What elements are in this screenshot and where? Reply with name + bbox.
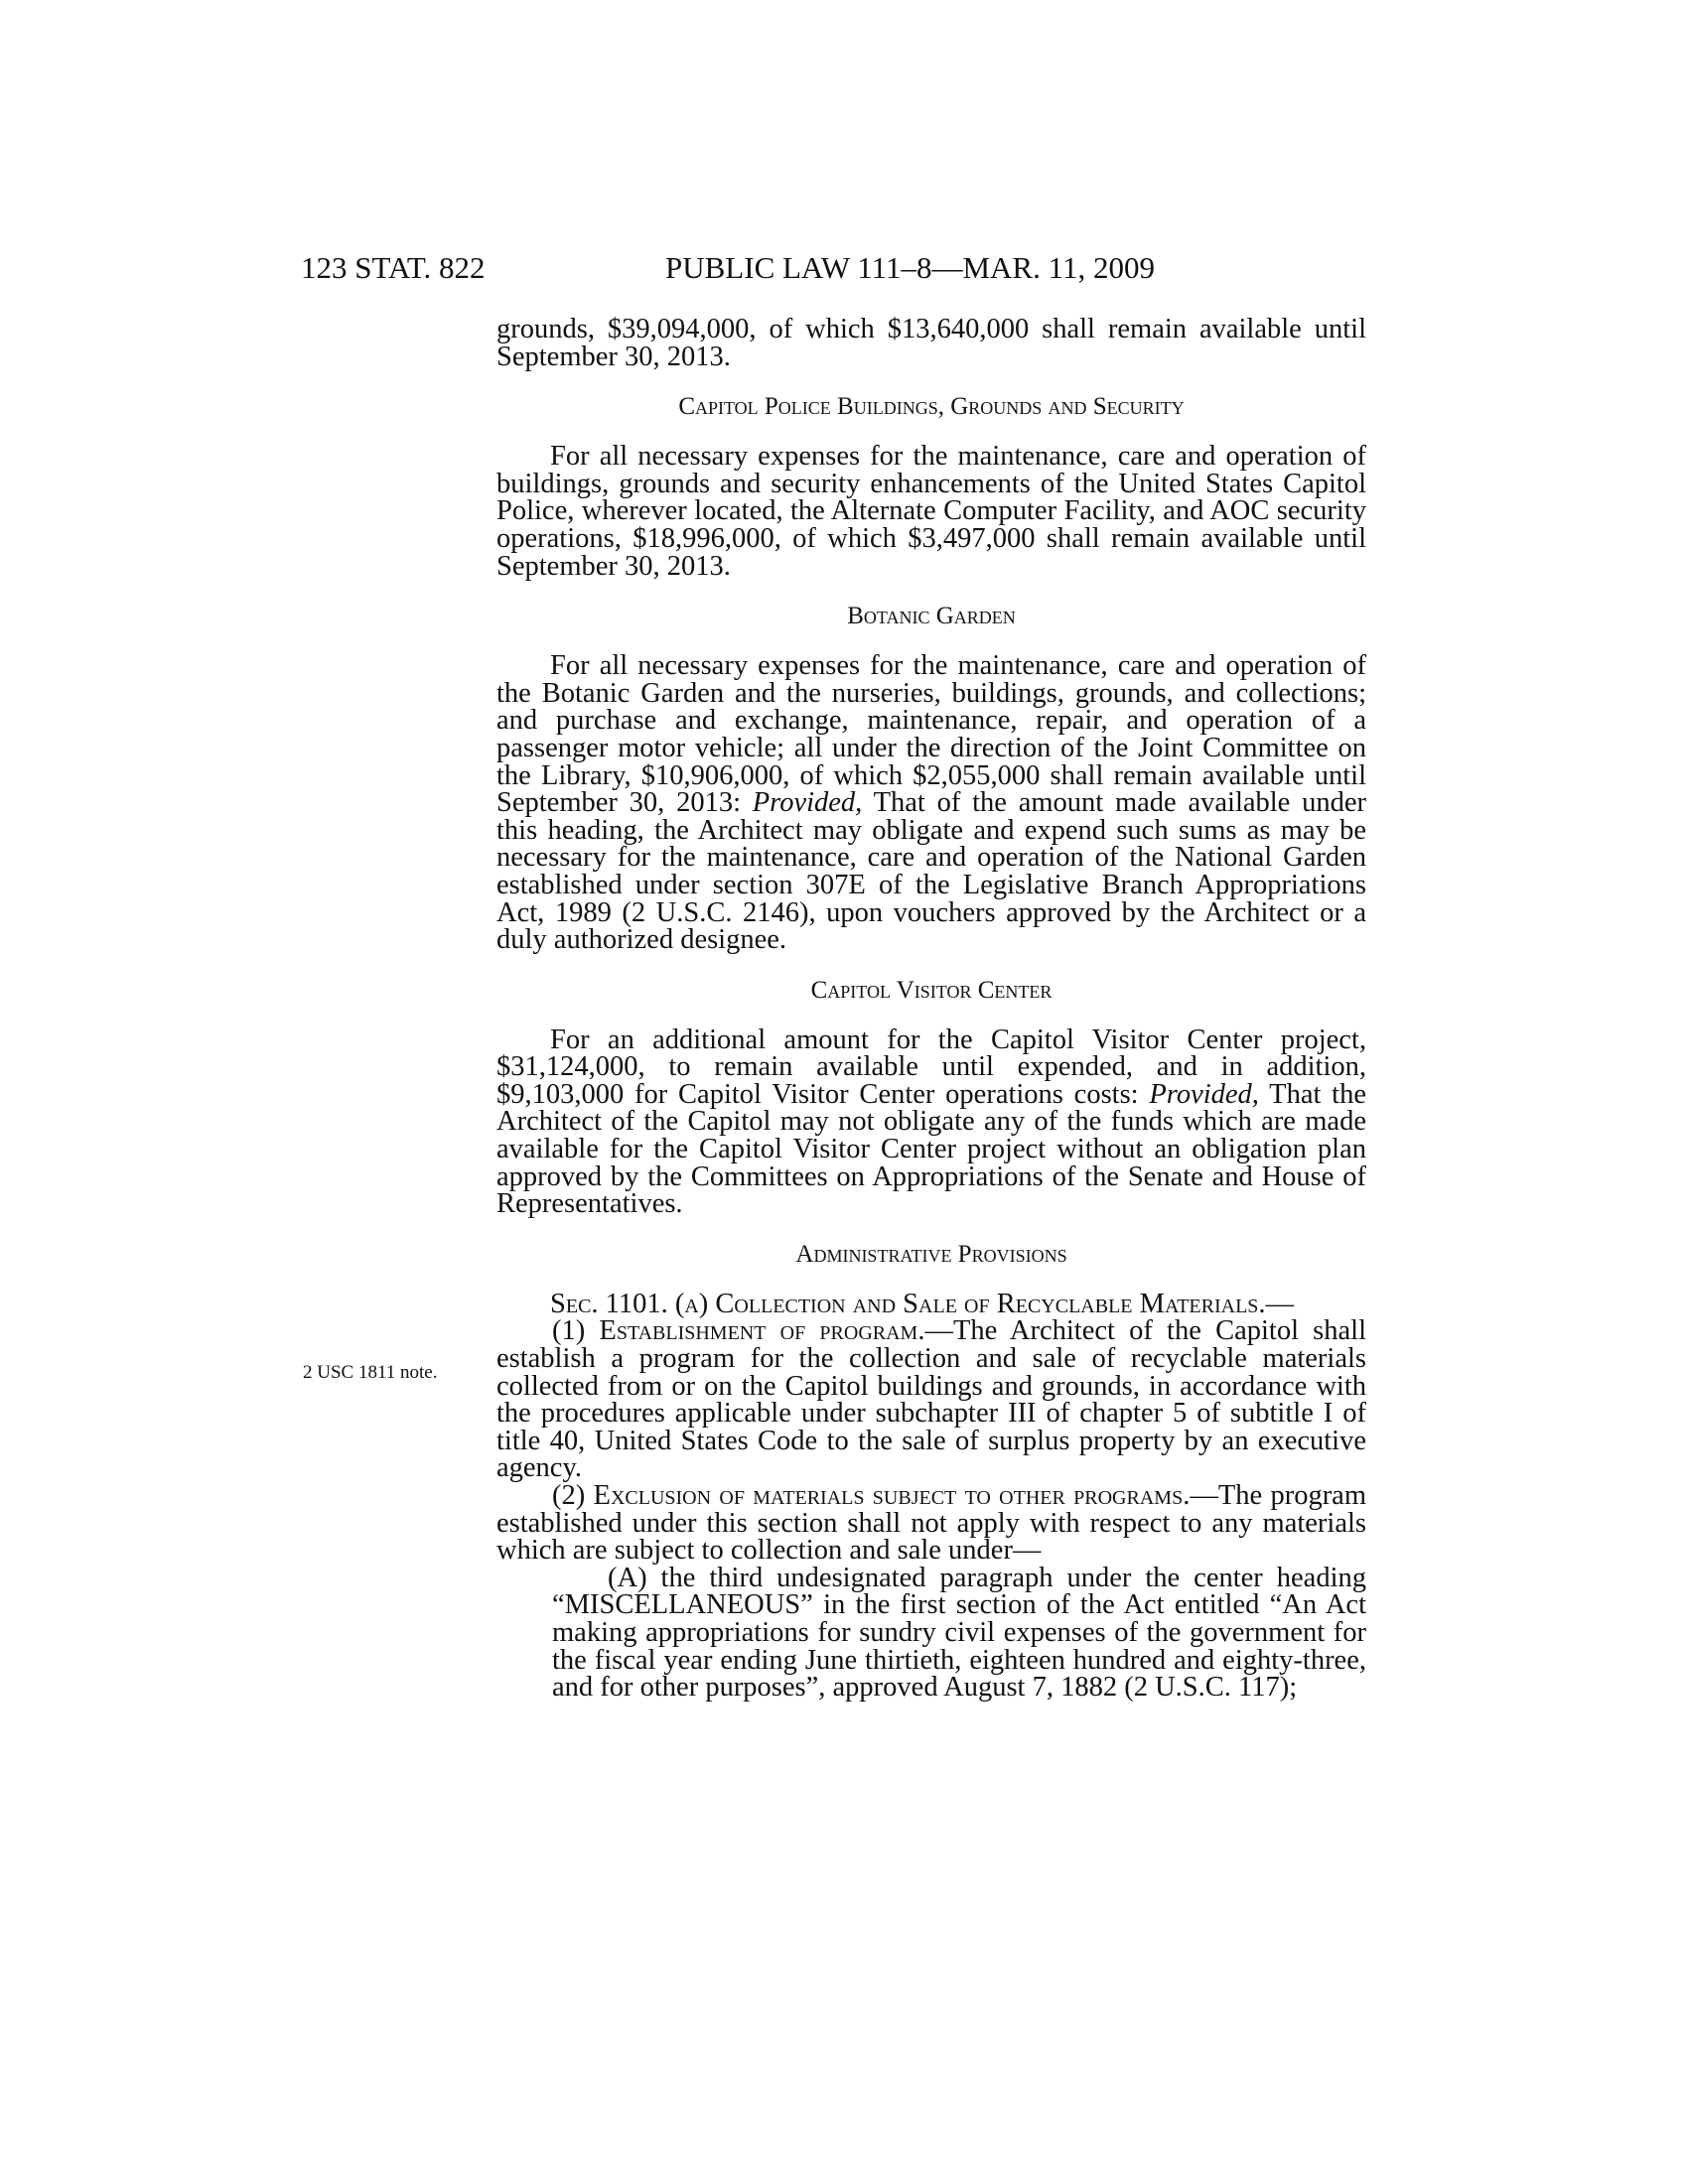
item-2-body: The program established under this section shall not apply with respect to any materials which are subject to collection and sale under— xyxy=(496,1480,1366,1567)
cvc-text-a: For an additional amount for the Capitol Visitor Center project, $31,124,000, to remain available until expended, and in addition, $9,103,000 for Capitol Visitor Center operations costs: xyxy=(496,1024,1366,1110)
heading-administrative-provisions: Administrative Provisions xyxy=(795,1240,1067,1268)
page-header xyxy=(0,250,1688,290)
botanic-text-a: For all necessary expenses for the maintenance, care and operation of the Botanic Garden and the nurseries, buildings, grounds, and collections; and purchase and exchange, maintenance, repair, and operation of a passenger motor vehicle; all under the direction of the Joint Committee on the Library, $10,906,000, of which $2,055,000 shall remain available until September 30, 2013: xyxy=(496,650,1366,819)
paragraph-capitol-police: For all necessary expenses for the maintenance, care and operation of buildings, grounds and security enhancements of the United States Capitol Police, wherever located, the Alternate Computer Facility, and AOC security operations, $18,996,000, of which $3,497,000 shall remain available until September 30, 2013. xyxy=(496,441,1366,582)
continued-paragraph: grounds, $39,094,000, of which $13,640,000 shall remain available until September 30, 2013. xyxy=(496,314,1366,372)
item-2 xyxy=(496,1482,1366,1565)
botanic-proviso: Provided, xyxy=(752,787,863,819)
item-2-heading: (2) Exclusion of materials subject to other programs.— xyxy=(552,1480,1218,1511)
item-2-a: (A) the third undesignated paragraph under the center heading “MISCELLANEOUS” in the first section of the Act entitled “An Act making appropriations for sundry civil expenses of the government for the fiscal year ending June thirtieth, eighteen hundred and eighty-three, and for other purposes”, approved August 7, 1882 (2 U.S.C. 117); xyxy=(552,1562,1366,1704)
margin-note: 2 USC 1811 note. xyxy=(303,1362,438,1383)
heading-capitol-visitor-center: Capitol Visitor Center xyxy=(810,976,1053,1004)
main-column xyxy=(496,316,1366,1702)
public-law-citation: PUBLIC LAW 111–8—MAR. 11, 2009 xyxy=(665,250,1155,285)
paragraph-capitol-visitor-center xyxy=(496,1026,1366,1218)
item-1-heading: (1) Establishment of program.— xyxy=(552,1315,953,1347)
heading-capitol-police: Capitol Police Buildings, Grounds and Security xyxy=(678,393,1185,421)
section-1101-heading: Sec. 1101. (a) Collection and Sale of Recyclable Materials.— xyxy=(550,1288,1295,1319)
cvc-proviso: Provided, xyxy=(1149,1078,1259,1110)
cvc-text-b: That the Architect of the Capitol may not obligate any of the funds which are made available for the Capitol Visitor Center project without an obligation plan approved by the Committees on Appropriations of the Senate and House of Representatives. xyxy=(496,1078,1367,1220)
botanic-text-b: That of the amount made available under this heading, the Architect may obligate and expend such sums as may be necessary for the maintenance, care and operation of the National Garden established under section 307E of the Legislative Branch Appropriations Act, 1989 (2 U.S.C. 2146), upon vouchers approved by the Architect or a duly authorized designee. xyxy=(496,787,1366,956)
paragraph-botanic-garden xyxy=(496,652,1366,954)
item-1-body: The Architect of the Capitol shall establish a program for the collection and sale of recyclable materials collected from or on the Capitol buildings and grounds, in accordance with the procedures applicable under subchapter III of chapter 5 of subtitle I of title 40, United States Code to the sale of surplus property by an executive agency. xyxy=(496,1315,1367,1484)
heading-botanic-garden: Botanic Garden xyxy=(847,603,1016,630)
item-1 xyxy=(496,1317,1366,1482)
statute-page-number: 123 STAT. 822 xyxy=(301,250,486,285)
